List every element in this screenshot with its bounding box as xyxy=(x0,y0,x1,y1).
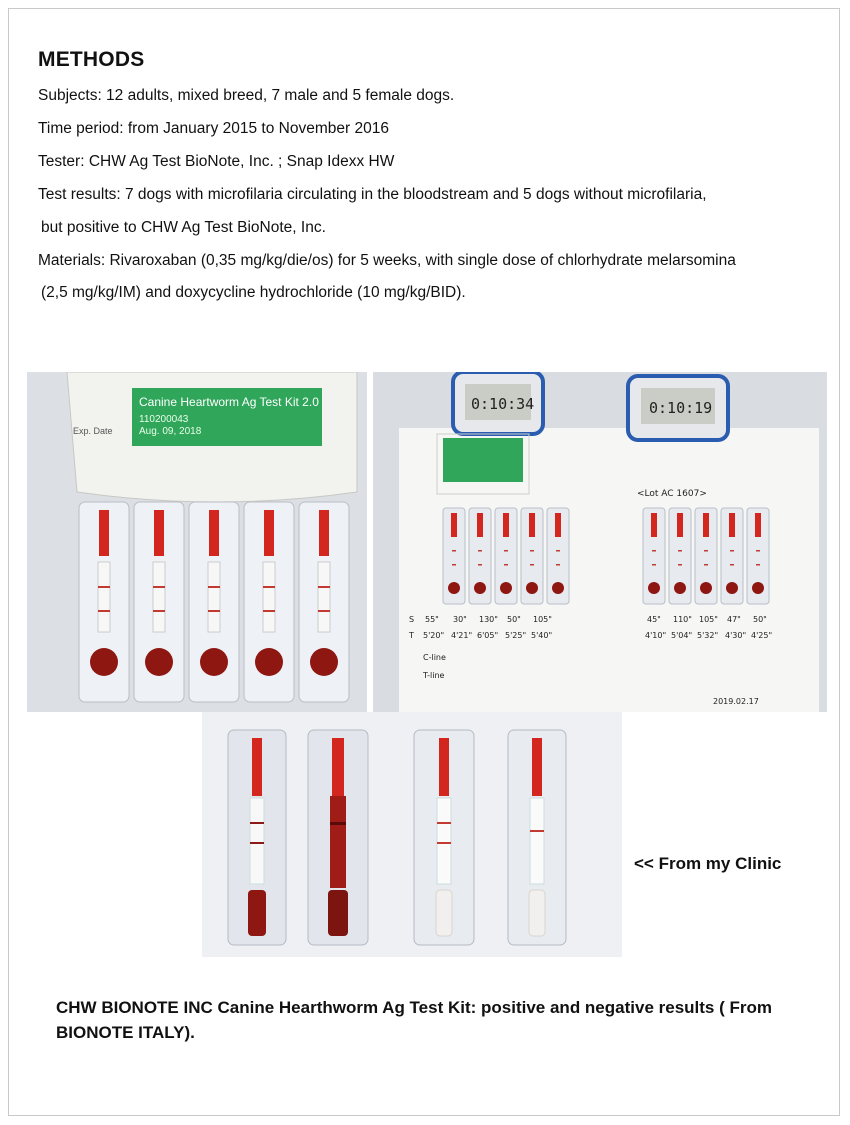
cassette-group-right-b xyxy=(643,508,769,604)
hw-s-left-1: 55" xyxy=(425,615,439,624)
clinic-cassette-4 xyxy=(508,730,566,945)
hw-t-right-1: 5'04" xyxy=(671,631,693,640)
hw-t-right-2: 5'32" xyxy=(697,631,719,640)
timer-2-display: 0:10:19 xyxy=(649,399,713,417)
hw-s-right-0: 45" xyxy=(647,615,661,624)
cassette-group-left xyxy=(79,502,349,702)
hw-t-right-0: 4'10" xyxy=(645,631,667,640)
hw-s-right-1: 110" xyxy=(673,615,692,624)
hw-t-left-3: 6'05" xyxy=(477,631,499,640)
figure-caption: CHW BIONOTE INC Canine Hearthworm Ag Test Kit: positive and negative results ( From BIONOTE ITALY). xyxy=(56,998,772,1042)
hw-s-right-3: 47" xyxy=(727,615,741,624)
hw-s-left-5: 105" xyxy=(533,615,552,624)
test-kit-photo-left xyxy=(27,372,367,712)
clinic-test-photo xyxy=(202,712,622,957)
test-results-continued: but positive to CHW Ag Test BioNote, Inc. xyxy=(41,219,326,236)
cassette-group-right-a xyxy=(443,508,569,604)
test-results-line: Test results: 7 dogs with microfilaria circulating in the bloodstream and 5 dogs without microfilaria, xyxy=(38,186,707,203)
hw-t-left-2: 4'21" xyxy=(451,631,473,640)
tester-line: Tester: CHW Ag Test BioNote, Inc. ; Snap Idexx HW xyxy=(38,153,395,170)
timer-2 xyxy=(628,376,728,440)
methods-heading: METHODS xyxy=(38,48,145,71)
kit-label-text: Canine Heartworm Ag Test Kit 2.0 xyxy=(139,395,319,409)
kit-exp-label: Exp. Date xyxy=(73,426,113,436)
clinic-cassette-3 xyxy=(414,730,474,945)
clinic-note: << From my Clinic xyxy=(634,854,782,873)
timer-1 xyxy=(453,372,543,434)
hw-t-right-3: 4'30" xyxy=(725,631,747,640)
test-kit-photo-right xyxy=(373,372,827,712)
hw-s-left-2: 30" xyxy=(453,615,467,624)
kit-date-text: Aug. 09, 2018 xyxy=(139,426,202,437)
hw-s-left-3: 130" xyxy=(479,615,498,624)
materials-continued: (2,5 mg/kg/IM) and doxycycline hydrochloride (10 mg/kg/BID). xyxy=(41,284,466,301)
kit-lot-text: 110200043 xyxy=(139,414,189,425)
hw-s-left-0: S xyxy=(409,615,415,624)
hw-t-right-4: 4'25" xyxy=(751,631,773,640)
time-period-line: Time period: from January 2015 to November 2016 xyxy=(38,120,389,137)
timer-1-display: 0:10:34 xyxy=(471,395,535,413)
clinic-cassette-2 xyxy=(308,730,368,945)
hw-t-left-5: 5'40" xyxy=(531,631,553,640)
hw-s-right-2: 105" xyxy=(699,615,718,624)
subjects-line: Subjects: 12 adults, mixed breed, 7 male and 5 female dogs. xyxy=(38,87,455,104)
hw-t-left-4: 5'25" xyxy=(505,631,527,640)
hw-s-right-4: 50" xyxy=(753,615,767,624)
hw-c-line: C-line xyxy=(423,653,446,662)
hw-t-left-0: T xyxy=(409,631,414,640)
hw-t-line: T-line xyxy=(423,671,445,680)
clinic-cassette-1 xyxy=(228,730,286,945)
hw-t-left-1: 5'20" xyxy=(423,631,445,640)
materials-line: Materials: Rivaroxaban (0,35 mg/kg/die/os) for 5 weeks, with single dose of chlorhydrate melarsomina xyxy=(38,252,736,269)
hw-date: 2019.02.17 xyxy=(713,697,759,706)
handwritten-lot: <Lot AC 1607> xyxy=(637,489,707,499)
hw-s-left-4: 50" xyxy=(507,615,521,624)
methods-section xyxy=(38,48,828,316)
